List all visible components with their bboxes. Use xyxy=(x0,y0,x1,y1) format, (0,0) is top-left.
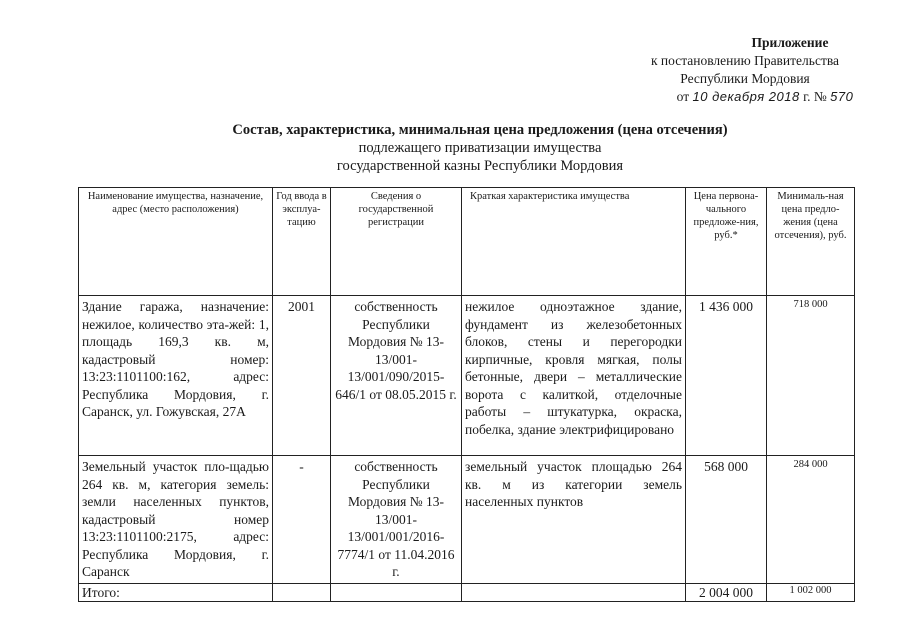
heading-line-3: государственной казны Республики Мордовия xyxy=(336,158,624,174)
total-empty-cell xyxy=(273,583,331,602)
row-name-cell: Здание гаража, назначение: нежилое, количество эта-жей: 1, площадь 169,3 кв. м, кадастровый номер: 13:23:1101100:162, адрес: Республика Мордовия, г. Саранск, ул. Гожувская, 27А xyxy=(79,296,273,456)
heading-title: Состав, характеристика, минимальная цена предложения (цена отсечения) xyxy=(232,122,728,138)
table-row xyxy=(79,296,855,456)
row-description-cell: нежилое одноэтажное здание, фундамент из железобетонных блоков, стены и перегородки кирпичные, кровля мягкая, полы бетонные, двери – металлические ворота с калиткой, отделочные работы – штукатурка, окраска, побелка, здание электрифицировано xyxy=(462,296,686,456)
assets-table xyxy=(78,187,855,602)
row-initial-price-cell: 1 436 000 xyxy=(686,296,767,456)
total-initial-price-cell: 2 004 000 xyxy=(686,583,767,602)
row-min-price-cell: 718 000 xyxy=(767,296,855,456)
row-year-cell: - xyxy=(273,456,331,584)
row-registration-cell: собственность Республики Мордовия № 13-13/001-13/001/090/2015-646/1 от 08.05.2015 г. xyxy=(331,296,462,456)
header-min-price: Минималь-ная цена предло-жения (цена отсечения), руб. xyxy=(767,188,855,296)
row-initial-price-cell: 568 000 xyxy=(686,456,767,584)
appendix-line-2: Республики Мордовия xyxy=(680,71,810,86)
header-name: Наименование имущества, назначение, адрес (место расположения) xyxy=(79,188,273,296)
row-year-cell: 2001 xyxy=(273,296,331,456)
appendix-title: Приложение xyxy=(751,35,829,50)
header-registration: Сведения о государственной регистрации xyxy=(331,188,462,296)
appendix-date-line xyxy=(600,88,890,106)
header-initial-price: Цена первона-чального предложе-ния, руб.* xyxy=(686,188,767,296)
document-heading xyxy=(150,121,810,175)
row-registration-cell: собственность Республики Мордовия № 13-13/001-13/001/001/2016-7774/1 от 11.04.2016 г. xyxy=(331,456,462,584)
total-empty-cell xyxy=(331,583,462,602)
table-row xyxy=(79,456,855,584)
row-name-cell: Земельный участок пло-щадью 264 кв. м, категория земель: земли населенных пунктов, кадастровый номер 13:23:1101100:2175, адрес: Республика Мордовия, г. Саранск xyxy=(79,456,273,584)
appendix-date-value: 10 декабря 2018 xyxy=(692,89,800,104)
table-header-row xyxy=(79,188,855,296)
header-year: Год ввода в эксплуа-тацию xyxy=(273,188,331,296)
total-empty-cell xyxy=(462,583,686,602)
appendix-block xyxy=(600,34,890,106)
row-min-price-cell: 284 000 xyxy=(767,456,855,584)
table-total-row xyxy=(79,583,855,602)
appendix-date-prefix: от xyxy=(676,89,690,104)
header-description: Краткая характеристика имущества xyxy=(462,188,686,296)
heading-line-2: подлежащего приватизации имущества xyxy=(358,140,602,156)
total-label-cell: Итого: xyxy=(79,583,273,602)
appendix-line-1: к постановлению Правительства xyxy=(650,53,840,68)
total-min-price-cell: 1 002 000 xyxy=(767,583,855,602)
appendix-number: 570 xyxy=(830,89,854,104)
appendix-date-mid: г. № xyxy=(803,89,827,104)
row-description-cell: земельный участок площадью 264 кв. м из категории земель населенных пунктов xyxy=(462,456,686,584)
